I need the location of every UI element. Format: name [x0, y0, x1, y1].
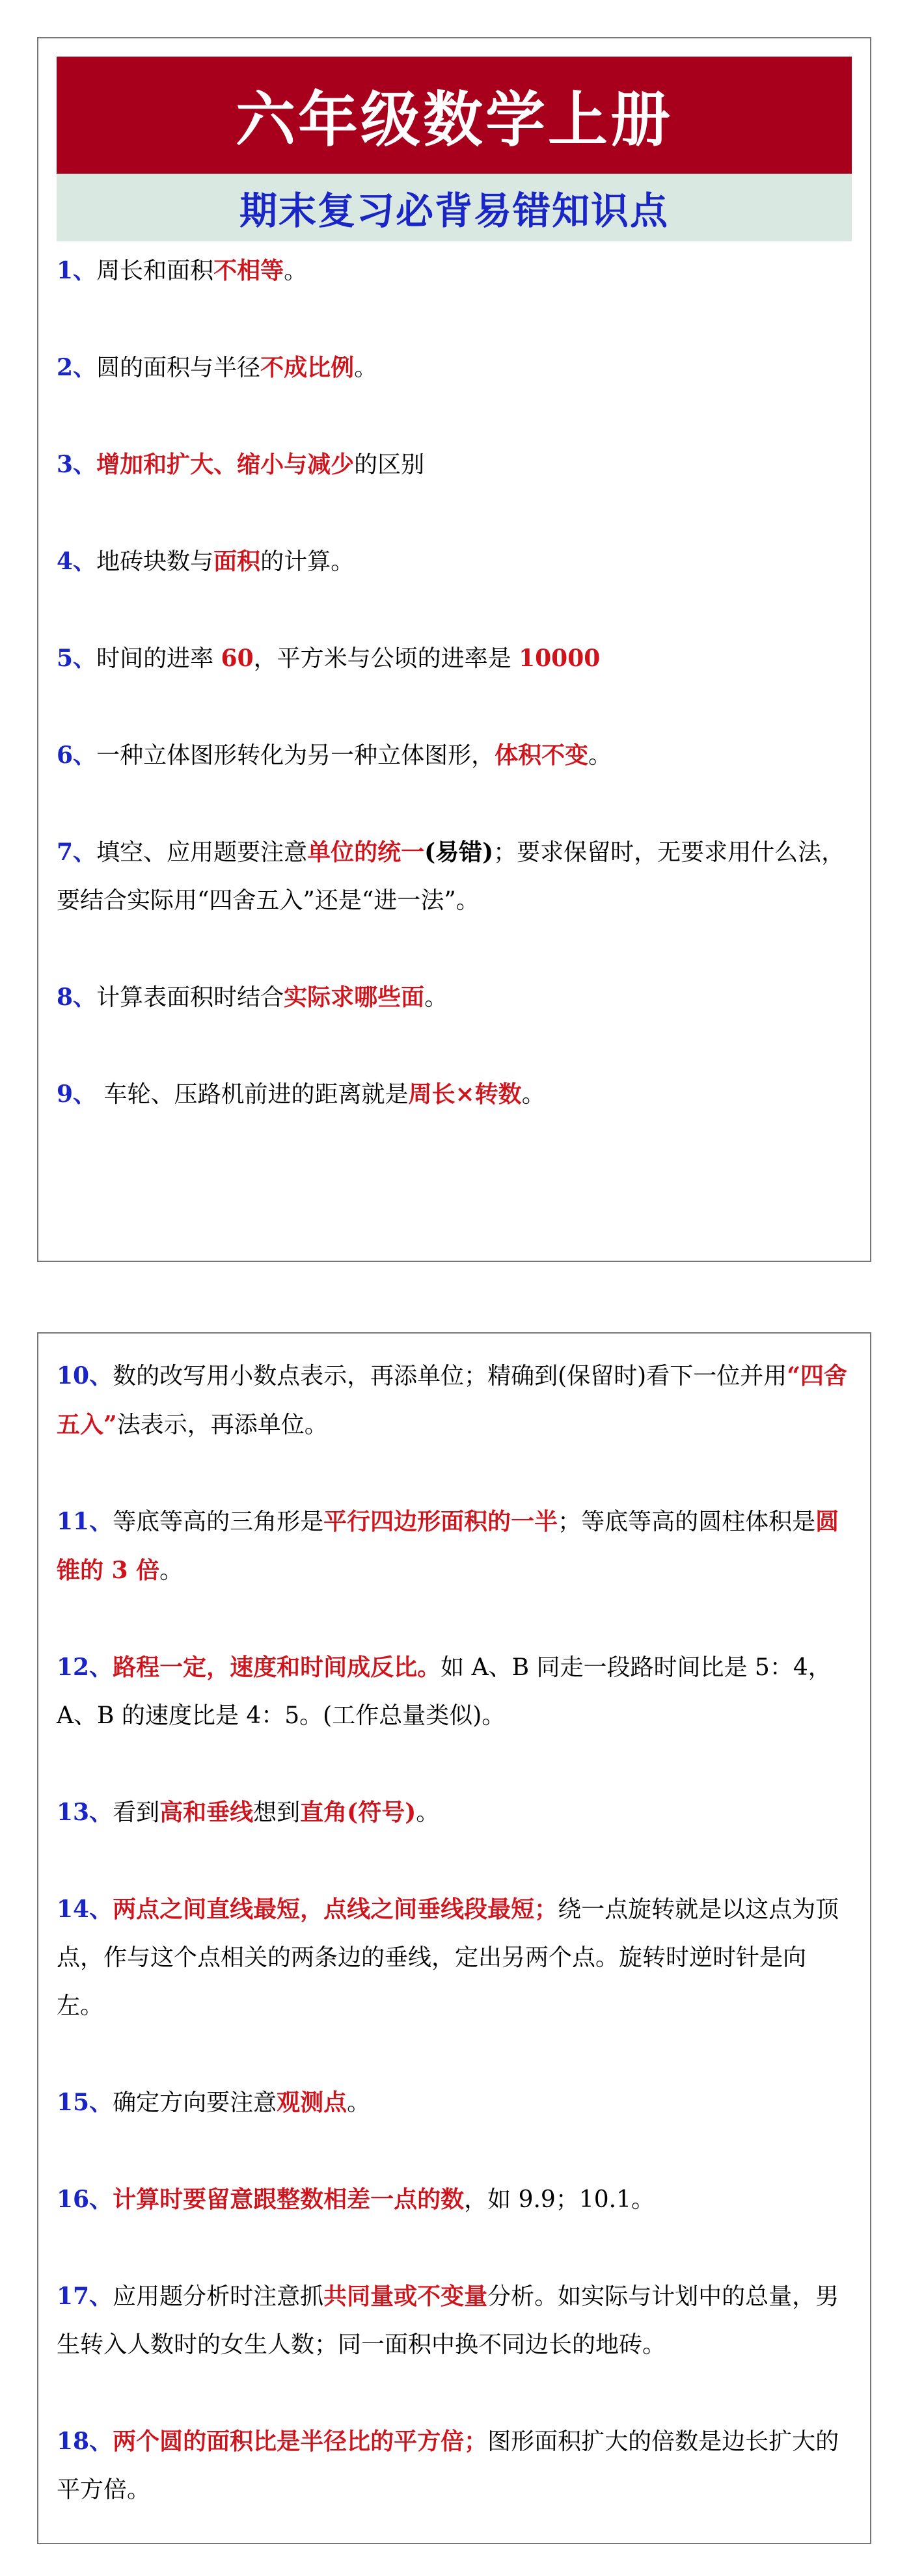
item-text: 周长和面积 — [96, 258, 214, 284]
item-number: 10、 — [57, 1362, 113, 1389]
item-text: 。 — [588, 742, 612, 769]
item-text: 应用题分析时注意抓 — [113, 2283, 324, 2310]
item-text: 地砖块数与 — [96, 548, 214, 575]
item-highlight: 不成比例 — [260, 354, 355, 381]
item-text: 分析。如实际与计划中的总量，男生转入人数时的女生人数；同一面积中换不同边长的地砖。 — [57, 2283, 839, 2358]
knowledge-item — [57, 828, 852, 925]
knowledge-item — [57, 1497, 852, 1595]
item-highlight: 60 — [221, 645, 254, 672]
knowledge-item — [57, 1643, 852, 1740]
knowledge-list-2 — [57, 1352, 852, 2562]
item-highlight: 观测点 — [277, 2089, 347, 2116]
item-highlight: 共同量或不变量 — [323, 2283, 488, 2310]
item-number: 16、 — [57, 2186, 113, 2213]
item-text: 。 — [416, 1799, 440, 1826]
item-text: 看到 — [113, 1799, 160, 1826]
knowledge-item — [57, 973, 852, 1022]
knowledge-item — [57, 247, 852, 295]
item-text: 的区别 — [354, 451, 425, 478]
page-title: 六年级数学上册 — [235, 85, 673, 155]
knowledge-item — [57, 2272, 852, 2369]
item-number: 14、 — [57, 1896, 113, 1923]
item-text: 法表示，再添单位。 — [116, 1412, 328, 1438]
item-highlight: 10000 — [519, 645, 601, 672]
knowledge-list-1 — [57, 247, 852, 1167]
item-text: 。 — [424, 984, 448, 1011]
item-number: 12、 — [57, 1654, 113, 1681]
knowledge-item — [57, 1070, 852, 1119]
item-number: 9、 — [57, 1080, 97, 1108]
item-highlight: 两点之间直线最短，点线之间垂线段最短； — [113, 1896, 558, 1923]
knowledge-item — [57, 2078, 852, 2127]
item-text: 计算表面积时结合 — [96, 984, 284, 1011]
item-text: 。 — [159, 1557, 184, 1584]
knowledge-item — [57, 1885, 852, 2030]
item-highlight: 单位的统一 — [307, 839, 425, 866]
knowledge-item — [57, 634, 852, 683]
item-text: 圆的面积与半径 — [96, 355, 261, 381]
item-text: 填空、应用题要注意 — [96, 839, 308, 866]
item-highlight: 增加和扩大、缩小与减少 — [96, 451, 355, 478]
item-number: 13、 — [57, 1799, 113, 1826]
item-highlight: 平行四边形面积的一半 — [323, 1508, 558, 1535]
item-number: 8、 — [57, 984, 97, 1011]
knowledge-item — [57, 1352, 852, 1449]
item-highlight: 面积 — [213, 548, 261, 575]
item-highlight: “四舍五入” — [57, 1362, 847, 1438]
item-number: 4、 — [57, 548, 97, 575]
item-text: 一种立体图形转化为另一种立体图形， — [96, 742, 495, 769]
item-highlight: 实际求哪些面 — [284, 984, 425, 1011]
item-number: 15、 — [57, 2089, 113, 2116]
item-highlight: 直角(符号) — [300, 1799, 416, 1826]
title-banner — [57, 57, 852, 174]
page-subtitle: 期末复习必背易错知识点 — [239, 189, 669, 233]
item-text: ；等底等高的圆柱体积是 — [558, 1509, 816, 1535]
item-text: 确定方向要注意 — [113, 2089, 277, 2116]
item-number: 2、 — [57, 354, 97, 381]
item-highlight: 周长×转数 — [408, 1080, 522, 1108]
subtitle-banner — [57, 174, 852, 241]
item-text: (易错) — [424, 839, 494, 866]
knowledge-item — [57, 343, 852, 392]
item-text: 绕一点旋转就是以这点为顶点，作与这个点相关的两条边的垂线，定出另两个点。旋转时逆时针是向左。 — [57, 1896, 839, 2019]
knowledge-item — [57, 440, 852, 489]
item-number: 17、 — [57, 2283, 113, 2310]
item-text: 如 A、B 同走一段路时间比是 5：4，A、B 的速度比是 4：5。(工作总量类似)。 — [57, 1654, 832, 1729]
item-highlight: 体积不变 — [495, 742, 589, 769]
item-text: 。 — [354, 355, 378, 381]
knowledge-panel-1 — [37, 37, 871, 1262]
item-highlight: 圆锥的 3 倍 — [57, 1508, 839, 1584]
knowledge-item — [57, 2417, 852, 2514]
item-text: 想到 — [253, 1799, 301, 1826]
item-text: 时间的进率 — [96, 645, 221, 672]
item-text: 图形面积扩大的倍数是边长扩大的平方倍。 — [57, 2428, 839, 2503]
item-text: 。 — [284, 258, 308, 284]
item-number: 18、 — [57, 2428, 113, 2455]
item-number: 1、 — [57, 257, 97, 284]
item-text: ；要求保留时，无要求用什么法，要结合实际用“四舍五入”还是“进一法”。 — [57, 839, 845, 914]
item-highlight: 不相等 — [213, 257, 284, 284]
item-text: 。 — [521, 1081, 545, 1108]
item-text: 。 — [347, 2089, 371, 2116]
item-highlight: 两个圆的面积比是半径比的平方倍； — [113, 2428, 488, 2455]
knowledge-panel-2 — [37, 1332, 871, 2544]
knowledge-item — [57, 2175, 852, 2224]
item-text: 车轮、压路机前进的距离就是 — [96, 1081, 409, 1108]
item-text: ，平方米与公顷的进率是 — [253, 645, 519, 672]
item-highlight: 计算时要留意跟整数相差一点的数 — [113, 2186, 465, 2213]
item-number: 5、 — [57, 645, 97, 672]
item-number: 6、 — [57, 742, 97, 769]
knowledge-item — [57, 1788, 852, 1837]
knowledge-item — [57, 731, 852, 780]
item-text: 数的改写用小数点表示，再添单位；精确到(保留时)看下一位并用 — [113, 1363, 787, 1389]
item-text: ，如 9.9；10.1。 — [464, 2186, 655, 2213]
item-number: 3、 — [57, 451, 97, 478]
knowledge-item — [57, 537, 852, 586]
item-number: 7、 — [57, 839, 97, 866]
item-number: 11、 — [57, 1508, 113, 1535]
item-highlight: 路程一定，速度和时间成反比。 — [113, 1654, 441, 1681]
item-highlight: 高和垂线 — [159, 1799, 254, 1826]
item-text: 的计算。 — [260, 548, 355, 575]
item-text: 等底等高的三角形是 — [113, 1509, 324, 1535]
